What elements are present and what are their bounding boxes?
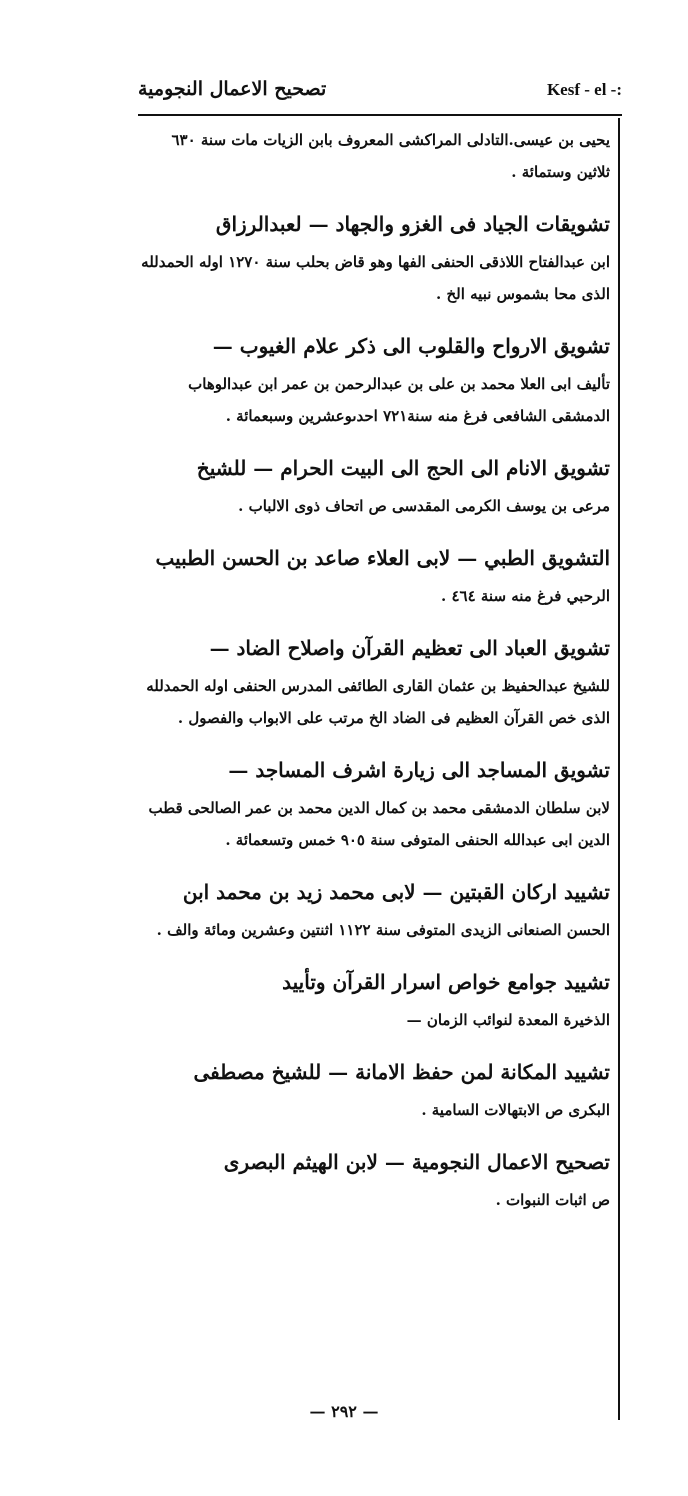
entry-body: لابن سلطان الدمشقى محمد بن كمال الدين محمد بن عمر الصالحى قطب الدين ابى عبدالله الحنفى المتوفى سنة ٩٠٥ خمس وتسعمائة . xyxy=(148,799,610,849)
entry-heading: تشويق المساجد الى زيارة اشرف المساجد — xyxy=(228,758,610,782)
entry-heading: تشييد اركان القبتين — لابى محمد زيد بن محمد ابن xyxy=(182,880,610,904)
page-number: — ٢٩٢ — xyxy=(309,1402,379,1421)
entry xyxy=(138,1050,610,1126)
entry-body: الرحبي فرغ منه سنة ٤٦٤ . xyxy=(441,587,610,605)
entry-body: يحيى بن عيسى.التادلى المراكشى المعروف بابن الزيات مات سنة ٦٣٠ ثلاثين وستمائة . xyxy=(171,131,610,181)
entry-body: تأليف ابى العلا محمد بن على بن عبدالرحمن بن عمر ابن عبدالوهاب الدمشقى الشافعى فرغ منه سنة٧٢١ احدىوعشرين وسبعمائة . xyxy=(188,375,610,425)
entry-heading: تشييد المكانة لمن حفظ الامانة — للشيخ مصطفى xyxy=(193,1060,610,1084)
entry xyxy=(138,124,610,188)
running-header xyxy=(138,72,622,112)
entry xyxy=(138,626,610,734)
entry-body: ص اثبات النبوات . xyxy=(495,1191,610,1209)
entry xyxy=(138,870,610,946)
entry xyxy=(138,960,610,1036)
entry-body: ابن عبدالفتاح اللاذقى الحنفى الفها وهو قاض بحلب سنة ١٢٧٠ اوله الحمدلله الذى محا بشموس نبيه الخ . xyxy=(141,253,610,303)
entry xyxy=(138,202,610,310)
entry-body: الحسن الصنعانى الزيدى المتوفى سنة ١١٢٢ اثنتين وعشرين ومائة والف . xyxy=(156,921,610,939)
entry-heading: تصحيح الاعمال النجومية — لابن الهيثم البصرى xyxy=(223,1150,610,1174)
entry-body: مرعى بن يوسف الكرمى المقدسى ص اتحاف ذوى الالباب . xyxy=(238,497,610,515)
entry-heading: تشييد جوامع خواص اسرار القرآن وتأييد xyxy=(282,970,610,994)
header-title: تصحيح الاعمال النجومية xyxy=(138,78,327,100)
entries-list xyxy=(138,124,610,1216)
entry-heading: تشويق الانام الى الحج الى البيت الحرام — للشيخ xyxy=(196,456,610,480)
entry-heading: التشويق الطبي — لابى العلاء صاعد بن الحسن الطبيب xyxy=(155,546,610,570)
header-right-label: Kesf - el -: xyxy=(546,80,622,99)
entry-heading: تشويقات الجياد فى الغزو والجهاد — لعبدالرزاق xyxy=(215,212,610,236)
header-rule xyxy=(138,114,622,116)
entry xyxy=(138,748,610,856)
entry-heading: تشويق الارواح والقلوب الى ذكر علام الغيوب — xyxy=(212,334,610,358)
entry xyxy=(138,1140,610,1216)
entry xyxy=(138,324,610,432)
entry-body: الذخيرة المعدة لنوائب الزمان — xyxy=(406,1011,610,1029)
entry xyxy=(138,536,610,612)
entry-heading: تشويق العباد الى تعظيم القرآن واصلاح الضاد — xyxy=(209,636,610,660)
entry xyxy=(138,446,610,522)
margin-rule xyxy=(618,118,620,1420)
entry-body: للشيخ عبدالحفيظ بن عثمان القارى الطائفى المدرس الحنفى اوله الحمدلله الذى خص القرآن العظيم فى الضاد الخ مرتب على الابواب والفصول . xyxy=(146,677,610,727)
entry-body: البكرى ص الابتهالات السامية . xyxy=(421,1101,610,1119)
